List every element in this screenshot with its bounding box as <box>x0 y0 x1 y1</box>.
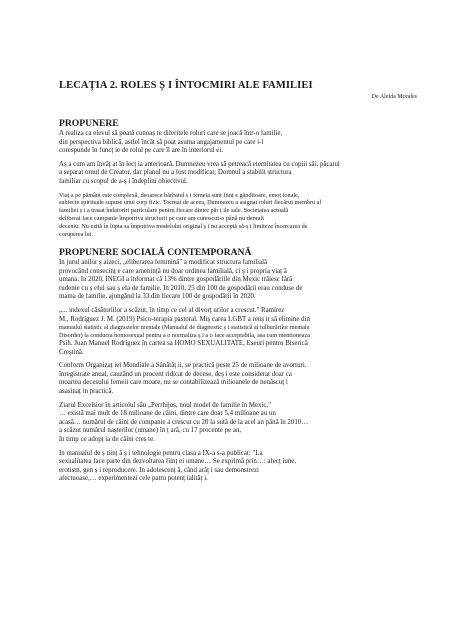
text-line: deceniu. Nu ezită în lupta sa împotriva modelului original ș i nu acceptă să-ș i limiteze încercarea de <box>59 223 308 231</box>
paragraph <box>59 307 418 357</box>
text-line: corespunde în funcț ie de rolul pe care îl are în interiorul ei. <box>59 147 223 155</box>
text-line: … există mai mult de 18 milioane de câini, dintre care doar 5,4 milioane au un <box>59 410 276 418</box>
text-line: provocând consecinț e care amenință nu doar ordinea familială, ci ș i propria viaț ă <box>59 267 287 275</box>
text-line: rudenie cu ș eful sau ș efa de familie. În 2010, 25 din 100 de gospodării erau conduse de <box>59 284 303 292</box>
document-author: De Aleida Morales <box>371 94 417 100</box>
section-heading-propunere: PROPUNERE <box>59 118 119 129</box>
text-line: deliberat face campanie împotriva structurii pe care am cunoscut-o până nu demult <box>59 215 264 223</box>
text-line: În jurul anilor ș aizeci, „eliberarea feminină" a modificat structura familială <box>59 259 268 266</box>
text-line: a scăzut numărul nașterilor (umane) în ț ară, cu 17 procente pe an, <box>59 427 242 435</box>
text-line: „... indexul căsătoriilor a scăzut, în timp ce cel al divorț urilor a crescut." Ramírez <box>59 306 285 314</box>
text-line: înregistrate anual, cauzând un procent ridicat de decese, deș i este considerat doar ca <box>59 370 292 378</box>
text-line: moartea decesului femeii care moare, nu se contabilizează milioanele de nenăscuț i <box>59 379 288 387</box>
paragraph <box>59 450 418 484</box>
text-line: coruperea lui. <box>59 231 94 239</box>
text-line: M., Rodríguez J. M. (2019) Psico-terapia pastoral. Miș carea LGBT a reuș it să elimine din <box>59 315 310 323</box>
text-line: umana. În 2020, INEGI a informat că 13% dintre gospodăriile din Mexic trăiesc fără <box>59 276 293 284</box>
text-line: în timp ce adopț ia de câini creș te. <box>59 435 155 443</box>
text-line: În manualul de ș tiinț ă ș i tehnologie pentru clasa a IX-a s-a publicat: "La <box>59 449 263 457</box>
text-line: asasinaț in practică. <box>59 387 114 395</box>
text-line: subiecte spirituale supuse unui corp fizic. Tocmai de aceea, Dumnezeu a asignat roluri fiecărui membru al <box>59 199 322 207</box>
paragraph <box>59 362 418 396</box>
paragraph <box>59 402 418 445</box>
document-title: LECAȚIA 2. ROLES Ș I ÎNTOCMIRI ALE FAMILIEI <box>59 80 313 91</box>
text-line: sexualitatea face parte din dezvoltarea ființ ei umane… Se exprimă prin…: afecț iune, <box>59 458 297 466</box>
text-line: erotism, gen ș i reproducere. În adolescenț ă, când arăț i sau demonstrezi <box>59 466 259 474</box>
text-line: manualul statistic al diagnozelor mentale (Manualul de diagnostic ș i statistică al tulburărilor mentale <box>59 324 310 332</box>
text-line: a separat omul de Creator, dar planul nu a fost modificat; Domnul a stabilit structura <box>59 169 292 177</box>
paragraph <box>59 259 418 302</box>
text-line: mama de familie, ajungând la 33 din fiecare 100 de gospodării în 2020. <box>59 293 256 301</box>
text-line: din perspectiva biblică, astfel încât să poat asuma angajamentul pe care i-l <box>59 138 264 146</box>
paragraph <box>59 192 418 239</box>
document-body <box>59 118 418 489</box>
section-heading-propunere-sociala: PROPUNERE SOCIALĂ CONTEMPORANĂ <box>59 247 252 258</box>
text-line: Psih. Juan Manuel Rodríguez în cartea sa HOMO SEXUALITATE, Eseuri pentru Biserică <box>59 339 308 347</box>
paragraph <box>59 161 418 187</box>
text-line: Viaț a pe pământ este complexă, deoarece bărbatul ș i femeia sunt ființ e gânditoare, emoț ionale, <box>59 191 300 199</box>
text-line: familiar cu scopul de a-ș i îndeplini obiectivul. <box>59 177 188 185</box>
text-line: afectuoase,… experimentezi cele patru potenț ialităț i. <box>59 475 208 483</box>
text-line: A realiza ca elevul să poată cunoaș te diferitele roluri care se joacă într-o familie, <box>59 130 283 137</box>
text-line: Aș a cum am învăț at în lecț ia anterioară, Dumnezeu vrea să petreacă eternitatea cu copiii săi, păcatul <box>59 160 340 168</box>
paragraph <box>59 130 418 156</box>
text-line: familiei ș i a trasat îndatoriri particulare pentru fiecare dintre păr ț ile sale. Societatea actuală <box>59 207 289 215</box>
text-line: Creștină. <box>59 348 84 356</box>
text-line: Ziarul Excelsior în articolul său „Perrhijos, noul model de familie în Mexic," <box>59 401 271 409</box>
text-line: acasă… numărul de câini de companie a crescut cu 20 la sută de la acel an până în 2010… <box>59 418 309 426</box>
text-line: Conform Organizaț iei Mondiale a Sănătăț ii, se practică peste 25 de milioane de avorturi. <box>59 362 307 370</box>
text-line: Disorder) la conducta homosexual pentru a o normaliza ș i a o face acceptabila, asa cum mentioneaza <box>59 332 310 340</box>
